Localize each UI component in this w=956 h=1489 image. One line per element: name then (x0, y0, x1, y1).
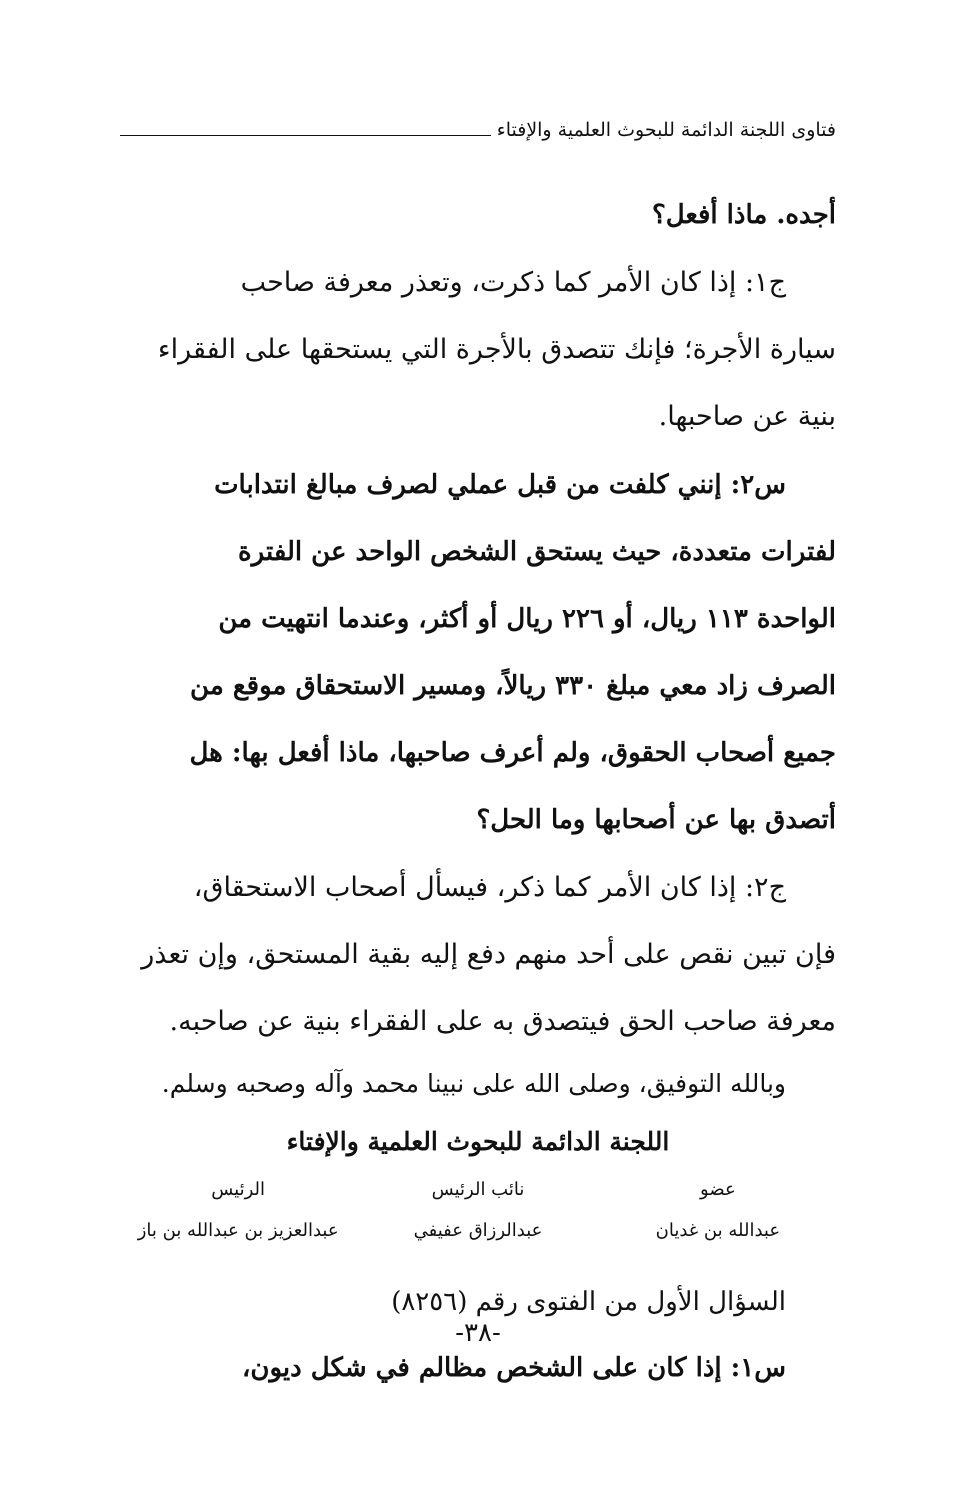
question-2-line: الواحدة ١١٣ ريال، أو ٢٢٦ ريال أو أكثر، وعندما انتهيت من (218, 604, 836, 634)
next-question: س١: إذا كان على الشخص مظالم في شكل ديون، (242, 1353, 786, 1383)
previous-question-tail: أجده. ماذا أفعل؟ (651, 200, 836, 230)
signatory-name: عبدالرزاق عفيفي (413, 1220, 543, 1241)
signatory-name: عبدالله بن غديان (655, 1220, 781, 1241)
signatory (120, 1171, 356, 1253)
question-2-line: جميع أصحاب الحقوق، ولم أعرف صاحبها، ماذا أفعل بها: هل (189, 738, 836, 768)
answer-2 (120, 854, 836, 1055)
signatory-title: عضو (700, 1179, 736, 1200)
fatwa-reference: السؤال الأول من الفتوى رقم (٨٢٥٦) (391, 1287, 786, 1317)
question-2-line: لفترات متعددة، حيث يستحق الشخص الواحد عن الفترة (238, 537, 836, 567)
signatory-name: عبدالعزيز بن عبدالله بن باز (137, 1220, 339, 1241)
answer-2-line: فإن تبين نقص على أحد منهم دفع إليه بقية المستحق، وإن تعذر (141, 939, 836, 970)
signatory (360, 1171, 596, 1253)
signatory-title: الرئيس (211, 1179, 266, 1200)
question-2-line: أتصدق بها عن أصحابها وما الحل؟ (476, 805, 836, 835)
closing-prayer: وبالله التوفيق، وصلى الله على نبينا محمد وآله وصحبه وسلم. (161, 1069, 786, 1098)
committee-name: اللجنة الدائمة للبحوث العلمية والإفتاء (286, 1127, 670, 1156)
signatories (120, 1171, 836, 1253)
question-2 (120, 452, 836, 854)
answer-1-line: بنية عن صاحبها. (658, 401, 836, 432)
answer-1 (120, 249, 836, 450)
answer-2-line: معرفة صاحب الحق فيتصدق به على الفقراء بنية عن صاحبه. (169, 1006, 836, 1037)
page-body (120, 182, 836, 1402)
answer-2-line: ج٢: إذا كان الأمر كما ذكر، فيسأل أصحاب الاستحقاق، (193, 872, 786, 903)
answer-1-line: سيارة الأجرة؛ فإنك تتصدق بالأجرة التي يستحقها على الفقراء (157, 334, 836, 365)
question-2-line: الصرف زاد معي مبلغ ٣٣٠ ريالاً، ومسير الاستحقاق موقع من (190, 671, 836, 701)
signatory-title: نائب الرئيس (431, 1179, 525, 1200)
page-number: -٣٨- (455, 1318, 501, 1348)
header-rule (120, 135, 491, 136)
question-2-line: س٢: إنني كلفت من قبل عملي لصرف مبالغ انتدابات (214, 470, 786, 500)
answer-1-line: ج١: إذا كان الأمر كما ذكرت، وتعذر معرفة صاحب (240, 267, 786, 298)
signatory (600, 1171, 836, 1253)
header-title: فتاوى اللجنة الدائمة للبحوث العلمية والإفتاء (496, 119, 836, 141)
running-header (120, 112, 836, 148)
